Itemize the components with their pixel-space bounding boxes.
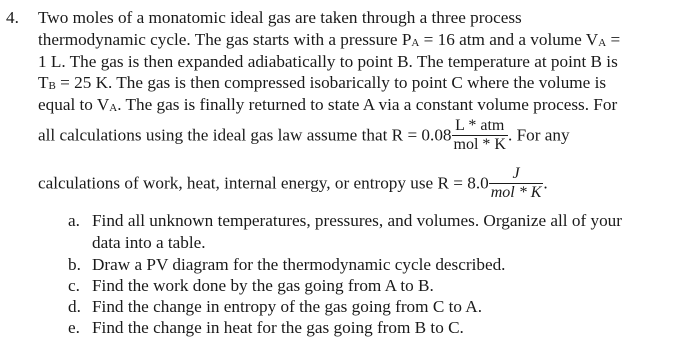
text-line-2: thermodynamic cycle. The gas starts with a pressure $P_A = 16$ atm and a volume $V_A$ = (38, 30, 621, 49)
text-line-7: calculations of work, heat, internal energy, or entropy use R = 8.0 $\frac{J}{\text{mol * K}}$ . (38, 165, 548, 201)
gas-constant-fraction-2: $\frac{J}{\text{mol * K}}$ (490, 165, 542, 201)
gas-constant-fraction-1: $\frac{\text{L * atm}}{\text{mol * K}}$ (453, 117, 506, 153)
sub-question-a: a. Find all unknown temperatures, pressures, and volumes. Organize all of your (68, 211, 622, 230)
sub-question-a-continued: data into a table. (92, 233, 206, 252)
sub-question-b: b. Draw a PV diagram for the thermodynamic cycle described. (68, 255, 506, 274)
sub-question-c: c. Find the work done by the gas going from A to B. (68, 276, 434, 295)
text-line-3: 1 L. The gas is then expanded adiabatically to point B. The temperature at point B is (38, 52, 618, 71)
text-line-1: Two moles of a monatomic ideal gas are taken through a three process (38, 8, 522, 27)
text-line-5: equal to $V_A$. The gas is finally returned to state A via a constant volume process. For (38, 95, 618, 114)
problem-number: 4. (6, 8, 19, 27)
sub-question-e: e. Find the change in heat for the gas going from B to C. (68, 318, 464, 337)
text-line-4: $T_B = 25$ K. The gas is then compressed isobarically to point C where the volume is (38, 73, 607, 92)
sub-question-d: d. Find the change in entropy of the gas going from C to A. (68, 297, 482, 316)
text-line-6: all calculations using the ideal gas law assume that R = 0.08 $\frac{\text{L * atm}}{\text{mol * K}}$ . For any (38, 117, 570, 153)
